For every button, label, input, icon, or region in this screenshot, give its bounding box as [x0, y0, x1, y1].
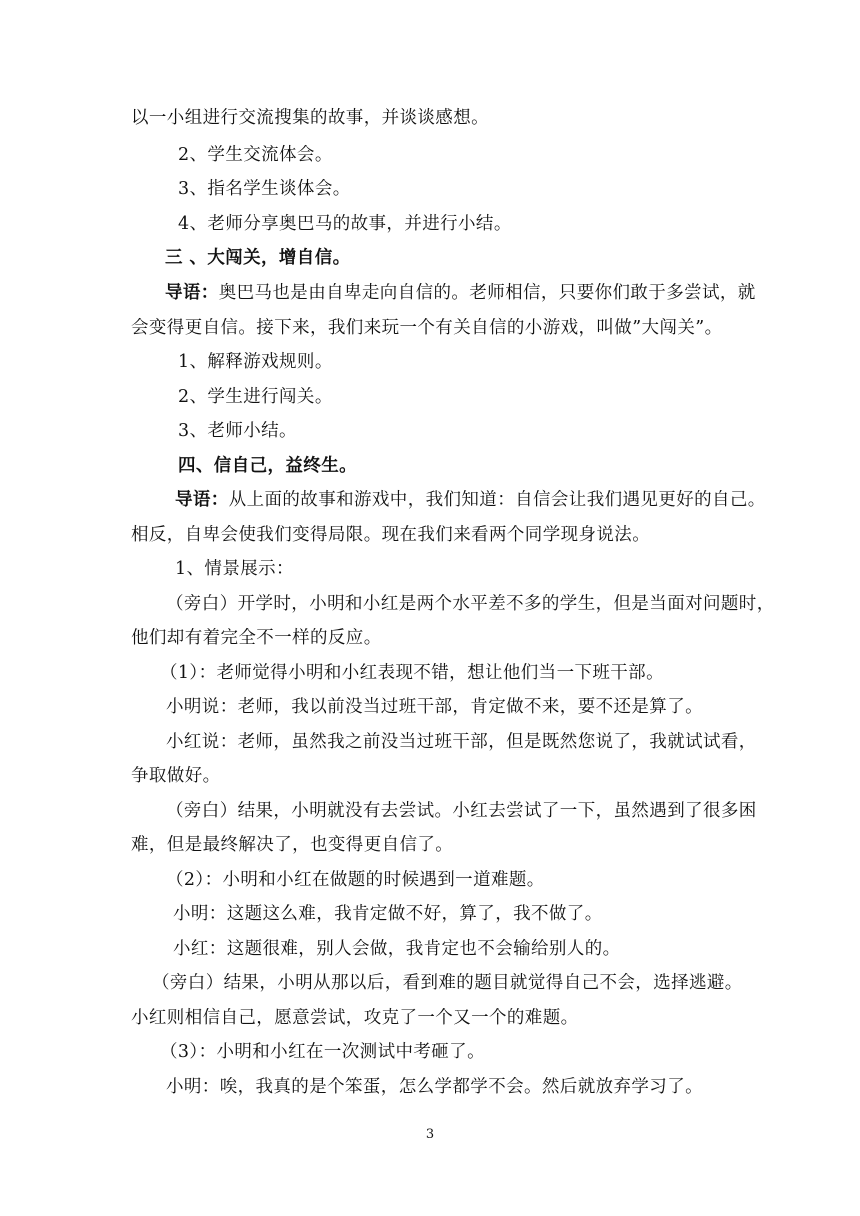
paragraph-line: 小红说：老师，虽然我之前没当过班干部，但是既然您说了，我就试试看，	[166, 732, 757, 752]
paragraph-line: 2、学生进行闯关。	[178, 387, 333, 407]
paragraph-line: 4、老师分享奥巴马的故事，并进行小结。	[178, 214, 512, 234]
paragraph-line: 小红：这题很难，别人会做，我肯定也不会输给别人的。	[173, 939, 621, 959]
paragraph-line: 小明：这题这么难，我肯定做不好，算了，我不做了。	[173, 904, 603, 924]
paragraph-line: 小红则相信自己，愿意尝试，攻克了一个又一个的难题。	[131, 1008, 579, 1028]
paragraph-line: 小明：唉，我真的是个笨蛋，怎么学都学不会。然后就放弃学习了。	[166, 1077, 703, 1097]
paragraph-line: 1、情景展示：	[175, 559, 294, 579]
paragraph-line: 相反，自卑会使我们变得局限。现在我们来看两个同学现身说法。	[131, 525, 651, 545]
paragraph-line: 导语：从上面的故事和游戏中，我们知道：自信会让我们遇见更好的自己。	[175, 490, 766, 510]
paragraph-line: 1、解释游戏规则。	[178, 352, 333, 372]
page-number: 3	[425, 1127, 435, 1142]
section-heading: 四、信自己，益终生。	[178, 456, 357, 476]
paragraph-line: 他们却有着完全不一样的反应。	[131, 628, 382, 648]
paragraph-line: （旁白）结果，小明就没有去尝试。小红去尝试了一下，虽然遇到了很多困	[166, 801, 757, 821]
paragraph-line: 2、学生交流体会。	[178, 145, 333, 165]
paragraph-line: （旁白）结果，小明从那以后，看到难的题目就觉得自己不会，选择逃避。	[152, 973, 743, 993]
section-heading: 三 、大闯关，增自信。	[165, 248, 351, 268]
paragraph-line: （1）：老师觉得小明和小红表现不错，想让他们当一下班干部。	[160, 663, 664, 683]
paragraph-line: 导语：奥巴马也是由自卑走向自信的。老师相信，只要你们敢于多尝试，就	[165, 283, 756, 303]
paragraph-line: 争取做好。	[131, 766, 221, 786]
paragraph-line: （旁白）开学时，小明和小红是两个水平差不多的学生，但是当面对问题时，	[166, 594, 775, 614]
paragraph-line: 3、老师小结。	[178, 421, 297, 441]
paragraph-line: 以一小组进行交流搜集的故事，并谈谈感想。	[131, 108, 489, 128]
paragraph-line: （3）：小明和小红在一次测试中考砸了。	[160, 1042, 485, 1062]
paragraph-line: 3、指名学生谈体会。	[178, 179, 351, 199]
paragraph-line: 会变得更自信。接下来，我们来玩一个有关自信的小游戏，叫做”大闯关”。	[131, 318, 723, 338]
paragraph-line: 小明说：老师，我以前没当过班干部，肯定做不来，要不还是算了。	[166, 697, 703, 717]
paragraph-line: 难，但是最终解决了，也变得更自信了。	[131, 835, 454, 855]
paragraph-line: （2）：小明和小红在做题的时候遇到一道难题。	[166, 870, 545, 890]
